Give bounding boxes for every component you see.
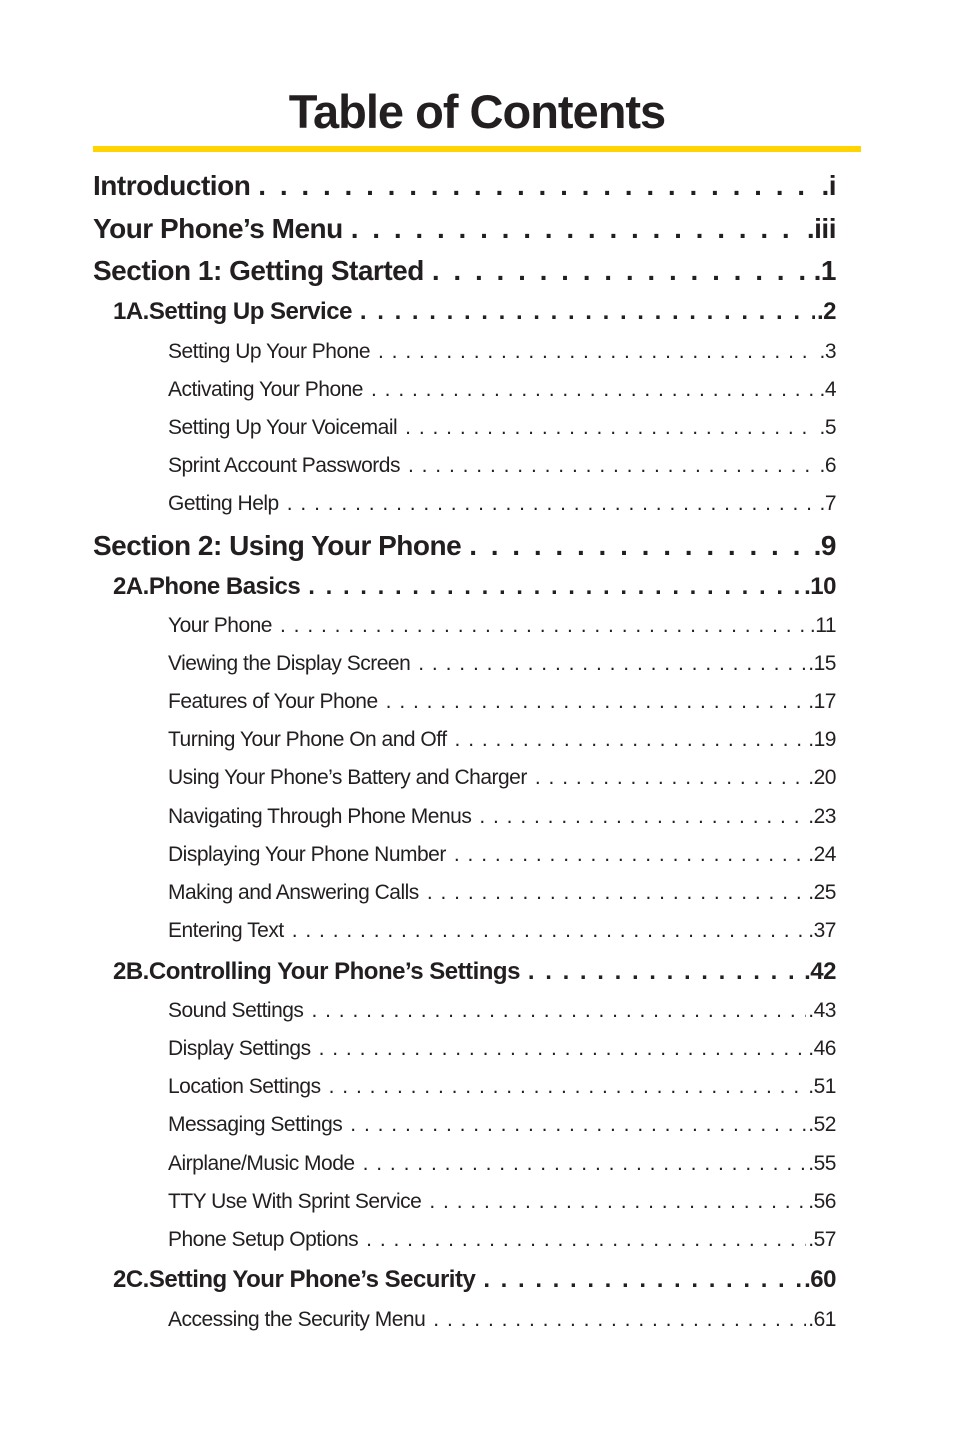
- dot-leader: [360, 298, 815, 326]
- toc-entry-number: 2C.: [113, 1266, 149, 1293]
- toc-topic-entry[interactable]: [168, 919, 836, 949]
- toc-page-number: .15: [808, 652, 836, 675]
- toc-entry-label: Location Settings: [168, 1075, 321, 1098]
- toc-topic-entry[interactable]: [168, 881, 836, 911]
- toc-entry-label: Getting Help: [168, 492, 279, 515]
- page-title: Table of Contents: [288, 85, 666, 138]
- toc-entry-label: Airplane/Music Mode: [168, 1152, 355, 1175]
- toc-entry-label: Activating Your Phone: [168, 378, 363, 401]
- toc-topic-entry[interactable]: [168, 340, 836, 370]
- dot-leader: [528, 958, 802, 986]
- toc-topic-entry[interactable]: [168, 1075, 836, 1105]
- toc-page-number: .55: [808, 1152, 836, 1175]
- toc-topic-entry[interactable]: [168, 1308, 836, 1338]
- toc-topic-entry[interactable]: [168, 805, 836, 835]
- toc-section-entry[interactable]: [93, 530, 836, 570]
- dot-leader: [292, 919, 807, 943]
- toc-entry-label: Setting Your Phone’s Security: [148, 1266, 476, 1293]
- toc-page-number: .6: [819, 454, 836, 477]
- toc-topic-entry[interactable]: [168, 614, 836, 644]
- toc-page-number: .37: [808, 919, 836, 942]
- dot-leader: [469, 530, 811, 562]
- toc-entry-number: 2A.: [113, 573, 149, 600]
- dot-leader: [329, 1075, 807, 1099]
- dot-leader: [429, 1190, 806, 1214]
- toc-entry-label: Section 2: Using Your Phone: [93, 530, 462, 561]
- dot-leader: [319, 1037, 807, 1061]
- toc-topic-entry[interactable]: [168, 492, 836, 522]
- toc-entry-label: Entering Text: [168, 919, 284, 942]
- dot-leader: [287, 492, 818, 516]
- toc-entry-label: Navigating Through Phone Menus: [168, 805, 472, 828]
- dot-leader: [427, 881, 806, 905]
- toc-entry-number: 1A.: [113, 298, 149, 325]
- toc-page-number: .19: [808, 728, 836, 751]
- dot-leader: [418, 652, 806, 676]
- toc-section-entry[interactable]: [93, 213, 836, 253]
- dot-leader: [483, 1266, 802, 1294]
- toc-topic-entry[interactable]: [168, 1152, 836, 1182]
- toc-entry-label: Phone Basics: [148, 573, 301, 600]
- dot-leader: [308, 573, 802, 601]
- dot-leader: [535, 766, 806, 790]
- dot-leader: [405, 416, 817, 440]
- toc-entry-label: Setting Up Your Voicemail: [168, 416, 398, 439]
- toc-entry-label: Your Phone: [168, 614, 272, 637]
- dot-leader: [454, 843, 806, 867]
- toc-entry-label: Setting Up Your Phone: [168, 340, 371, 363]
- toc-page-number: .3: [819, 340, 836, 363]
- dot-leader: [378, 340, 817, 364]
- toc-page-number: .i: [821, 170, 836, 201]
- toc-page-number: .24: [808, 843, 836, 866]
- toc-page-number: .10: [804, 573, 836, 600]
- toc-page-number: .60: [804, 1266, 836, 1293]
- toc-page-number: .11: [809, 614, 836, 637]
- toc-entry-label: Your Phone’s Menu: [93, 213, 343, 244]
- dot-leader: [280, 614, 808, 638]
- dot-leader: [351, 213, 805, 245]
- dot-leader: [258, 170, 819, 202]
- toc-entry-label: Displaying Your Phone Number: [168, 843, 446, 866]
- dot-leader: [350, 1113, 806, 1137]
- toc-chapter-entry[interactable]: [113, 573, 836, 607]
- dot-leader: [371, 378, 817, 402]
- toc-page-number: .17: [808, 690, 836, 713]
- title-underline-rule: [93, 146, 861, 152]
- toc-chapter-entry[interactable]: [113, 1266, 836, 1300]
- toc-entry-label: Display Settings: [168, 1037, 311, 1060]
- toc-topic-entry[interactable]: [168, 843, 836, 873]
- toc-page-number: .20: [808, 766, 836, 789]
- toc-topic-entry[interactable]: [168, 1037, 836, 1067]
- toc-topic-entry[interactable]: [168, 652, 836, 682]
- toc-section-entry[interactable]: [93, 255, 836, 295]
- toc-page-number: .iii: [806, 213, 836, 244]
- dot-leader: [366, 1228, 806, 1252]
- toc-entry-label: Accessing the Security Menu: [168, 1308, 426, 1331]
- toc-page-number: .4: [819, 378, 836, 401]
- toc-entry-label: Viewing the Display Screen: [168, 652, 411, 675]
- toc-entry-number: 2B.: [113, 958, 149, 985]
- toc-page-number: .52: [808, 1113, 836, 1136]
- toc-entry-label: Making and Answering Calls: [168, 881, 419, 904]
- toc-entry-label: Using Your Phone’s Battery and Charger: [168, 766, 527, 789]
- toc-entry-label: Section 1: Getting Started: [93, 255, 424, 286]
- toc-page-number: .2: [816, 298, 836, 325]
- toc-section-entry[interactable]: [93, 170, 836, 210]
- toc-page-number: .56: [808, 1190, 836, 1213]
- toc-entry-label: Sprint Account Passwords: [168, 454, 400, 477]
- toc-page-number: .42: [804, 958, 836, 985]
- toc-topic-entry[interactable]: [168, 454, 836, 484]
- toc-topic-entry[interactable]: [168, 1228, 836, 1258]
- toc-topic-entry[interactable]: [168, 416, 836, 446]
- toc-page-number: .5: [819, 416, 836, 439]
- toc-page-number: .7: [819, 492, 836, 515]
- dot-leader: [408, 454, 818, 478]
- dot-leader: [479, 805, 806, 829]
- toc-entry-label: Controlling Your Phone’s Settings: [148, 958, 520, 985]
- toc-topic-entry[interactable]: [168, 728, 836, 758]
- toc-chapter-entry[interactable]: [113, 298, 836, 332]
- toc-page-number: .46: [808, 1037, 836, 1060]
- dot-leader: [433, 1308, 806, 1332]
- dot-leader: [363, 1152, 807, 1176]
- toc-page-number: .61: [808, 1308, 836, 1331]
- toc-chapter-entry[interactable]: [113, 958, 836, 992]
- dot-leader: [386, 690, 807, 714]
- toc-page-number: .23: [808, 805, 836, 828]
- toc-entry-label: Messaging Settings: [168, 1113, 343, 1136]
- toc-topic-entry[interactable]: [168, 690, 836, 720]
- dot-leader: [311, 999, 806, 1023]
- toc-topic-entry[interactable]: [168, 999, 836, 1029]
- toc-entry-label: Turning Your Phone On and Off: [168, 728, 447, 751]
- toc-topic-entry[interactable]: [168, 1190, 836, 1220]
- toc-topic-entry[interactable]: [168, 1113, 836, 1143]
- toc-page-number: .51: [808, 1075, 836, 1098]
- toc-entry-label: Sound Settings: [168, 999, 304, 1022]
- toc-page-number: .43: [808, 999, 836, 1022]
- toc-page-number: .25: [808, 881, 836, 904]
- toc-entry-label: TTY Use With Sprint Service: [168, 1190, 422, 1213]
- toc-topic-entry[interactable]: [168, 766, 836, 796]
- toc-entry-label: Setting Up Service: [148, 298, 352, 325]
- toc-page-number: .9: [813, 530, 836, 561]
- toc-topic-entry[interactable]: [168, 378, 836, 408]
- dot-leader: [455, 728, 807, 752]
- toc-page-number: .57: [808, 1228, 836, 1251]
- toc-entry-label: Features of Your Phone: [168, 690, 378, 713]
- toc-page-number: .1: [813, 255, 836, 286]
- toc-entry-label: Phone Setup Options: [168, 1228, 359, 1251]
- toc-entry-label: Introduction: [93, 170, 251, 201]
- dot-leader: [432, 255, 812, 287]
